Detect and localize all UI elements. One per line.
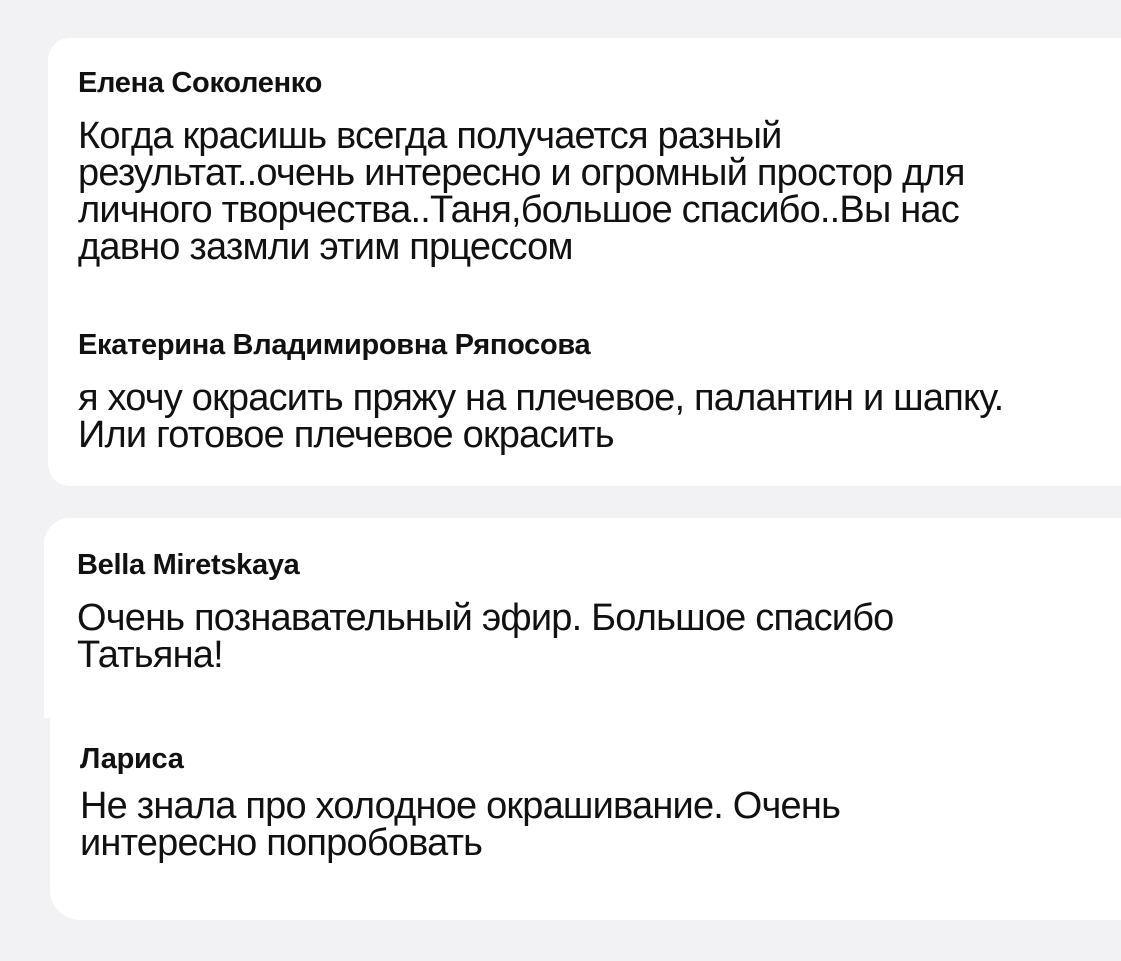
comment-author: Bella Miretskaya <box>77 549 300 581</box>
comment-author: Екатерина Владимировна Ряпосова <box>78 329 591 361</box>
comment-text: Когда красишь всегда получается разный результат..очень интересно и огромный простор для личного творчества..Таня,большое спасибо..Вы нас давно зазмли этим прцессом <box>78 115 965 268</box>
comment-card <box>44 518 1121 718</box>
comment-author: Елена Соколенко <box>78 67 323 99</box>
comment-card <box>48 298 1121 486</box>
comment-card <box>50 718 1121 920</box>
comment-text: Не знала про холодное окрашивание. Очень интересно попробовать <box>80 785 841 864</box>
comment-text: я хочу окрасить пряжу на плечевое, палантин и шапку. Или готовое плечевое окрасить <box>78 377 1004 456</box>
comment-card <box>48 38 1121 298</box>
comment-author: Лариса <box>80 743 184 775</box>
comment-text: Очень познавательный эфир. Большое спасибо Татьяна! <box>77 597 894 676</box>
